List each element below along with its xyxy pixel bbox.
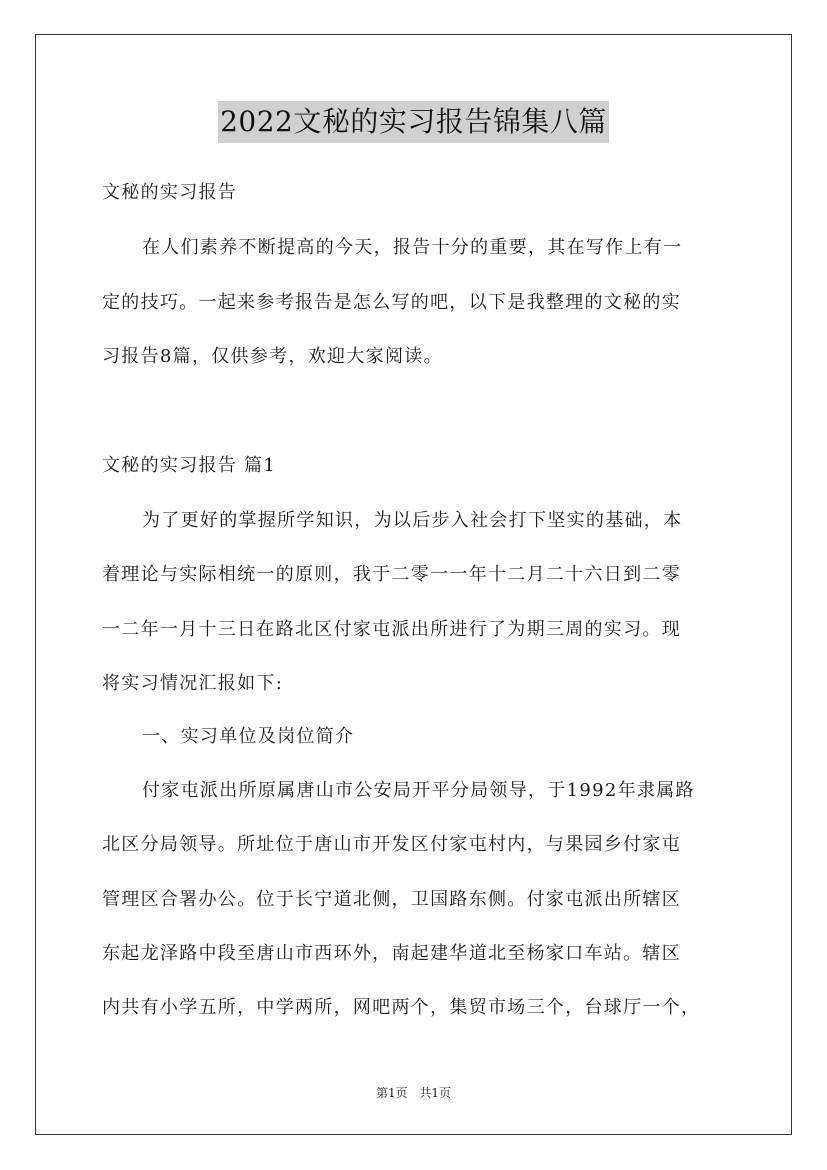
- page-footer: [0, 1085, 827, 1101]
- title-container: [0, 101, 827, 143]
- page-number: 第1页: [375, 1086, 408, 1100]
- paragraph-line: 一二年一月十三日在路北区付家屯派出所进行了为期三周的实习。现: [102, 619, 681, 640]
- paragraph-line: 内共有小学五所，中学两所，网吧两个，集贸市场三个，台球厅一个，: [102, 997, 701, 1018]
- paragraph-line: 习报告8篇，仅供参考，欢迎大家阅读。: [102, 346, 443, 367]
- paragraph-line: 北区分局领导。所址位于唐山市开发区付家屯村内，与果园乡付家屯: [102, 834, 681, 855]
- paragraph-line: 为了更好的掌握所学知识，为以后步入社会打下坚实的基础，本: [142, 510, 683, 531]
- subheading: 一、实习单位及岗位简介: [142, 726, 355, 747]
- section-heading: 文秘的实习报告: [102, 182, 238, 203]
- section-heading: 文秘的实习报告 篇1: [102, 455, 277, 476]
- paragraph-line: 管理区合署办公。位于长宁道北侧，卫国路东侧。付家屯派出所辖区: [102, 889, 681, 910]
- paragraph-line: 东起龙泽路中段至唐山市西环外，南起建华道北至杨家口车站。辖区: [102, 943, 681, 964]
- paragraph-line: 着理论与实际相统一的原则，我于二零一一年十二月二十六日到二零: [102, 564, 681, 585]
- paragraph-line: 在人们素养不断提高的今天，报告十分的重要，其在写作上有一: [142, 237, 683, 258]
- paragraph-line: 付家屯派出所原属唐山市公安局开平分局领导，于1992年隶属路: [142, 780, 695, 801]
- page-total: 共1页: [419, 1086, 452, 1100]
- document-title: 2022文秘的实习报告锦集八篇: [218, 101, 609, 143]
- paragraph-line: 将实习情况汇报如下:: [102, 673, 284, 694]
- paragraph-line: 定的技巧。一起来参考报告是怎么写的吧，以下是我整理的文秘的实: [102, 292, 681, 313]
